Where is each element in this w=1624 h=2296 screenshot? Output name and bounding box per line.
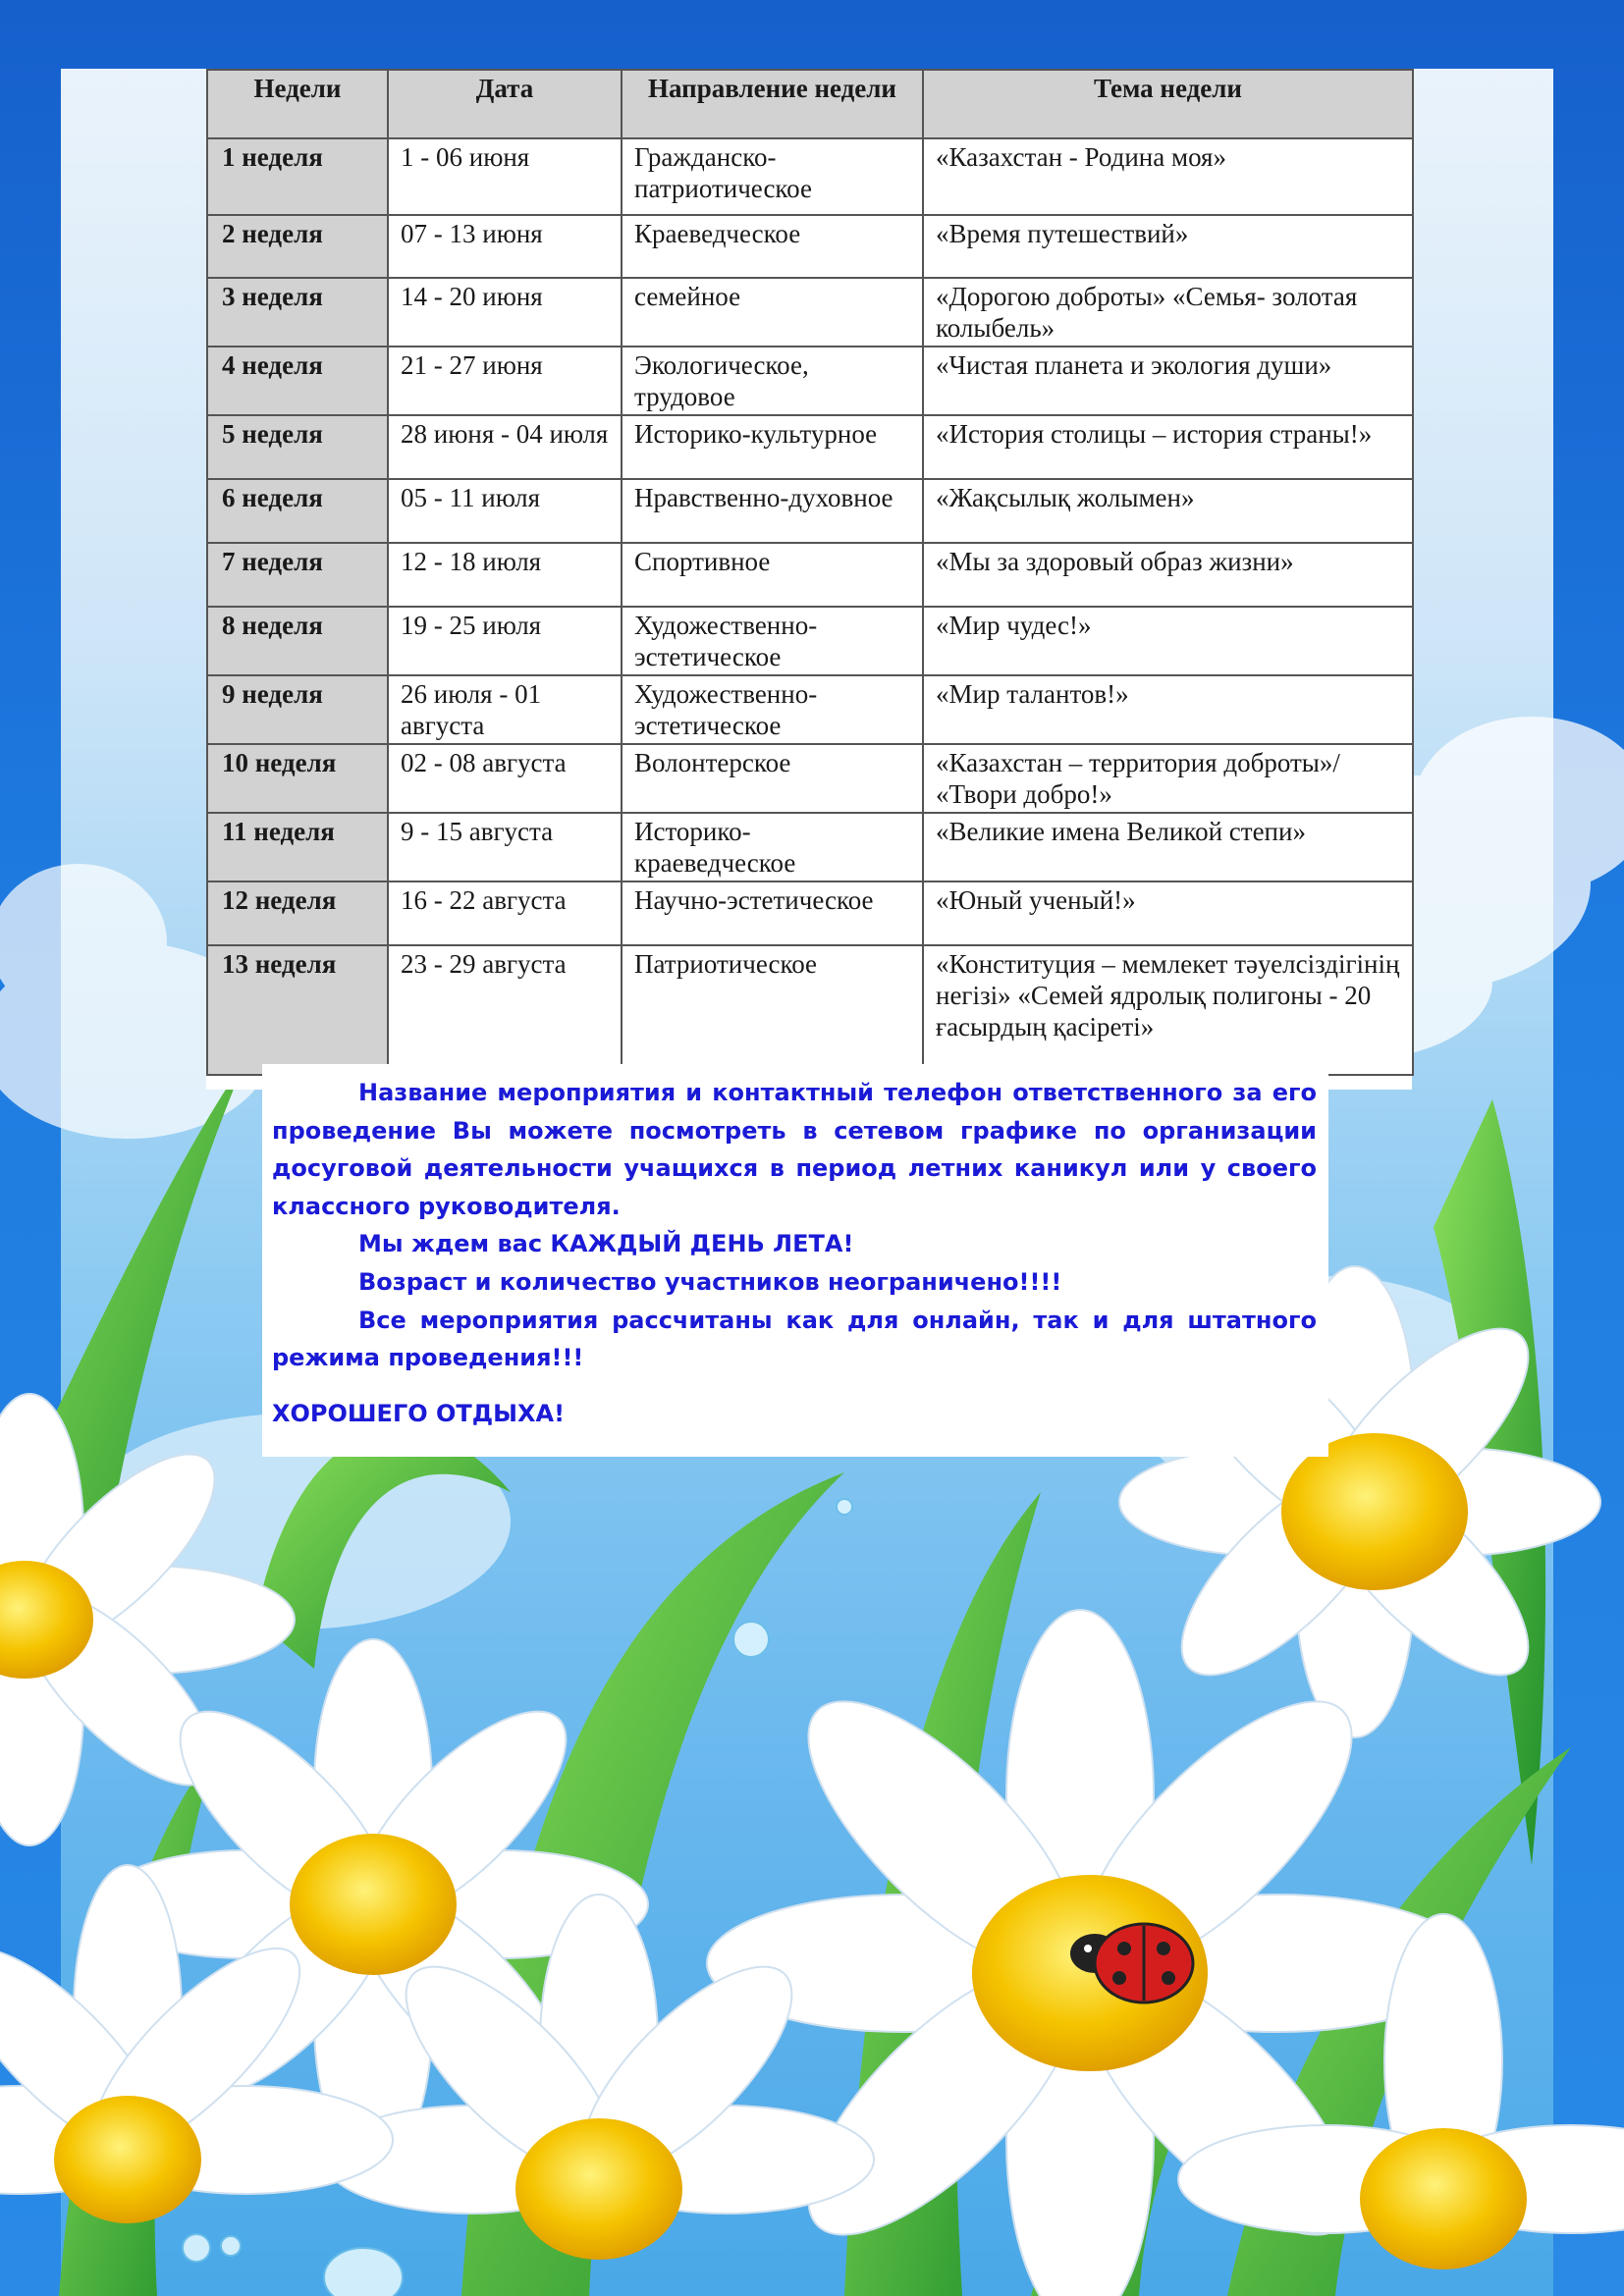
direction-cell: Гражданско-патриотическое — [622, 138, 923, 215]
theme-cell: «Великие имена Великой степи» — [923, 813, 1413, 881]
date-cell: 12 - 18 июля — [388, 543, 622, 607]
table-row — [207, 479, 1413, 543]
direction-cell: Историко-краеведческое — [622, 813, 923, 881]
theme-cell: «Жақсылық жолымен» — [923, 479, 1413, 543]
direction-cell: Историко-культурное — [622, 415, 923, 479]
info-paragraph: Возраст и количество участников неограничено!!!! — [358, 1267, 1062, 1296]
week-cell: 4 неделя — [207, 347, 388, 415]
theme-cell: «Казахстан - Родина моя» — [923, 138, 1413, 215]
theme-cell: «Мир чудес!» — [923, 607, 1413, 675]
table-row — [207, 543, 1413, 607]
theme-cell: «Юный ученый!» — [923, 881, 1413, 945]
table-row — [207, 945, 1413, 1075]
column-header-date: Дата — [388, 70, 622, 138]
theme-cell: «Дорогою доброты» «Семья- золотая колыбель» — [923, 278, 1413, 347]
table-row — [207, 607, 1413, 675]
column-header-direction: Направление недели — [622, 70, 923, 138]
date-cell: 02 - 08 августа — [388, 744, 622, 813]
table-row — [207, 347, 1413, 415]
direction-cell: Нравственно-духовное — [622, 479, 923, 543]
date-cell: 28 июня - 04 июля — [388, 415, 622, 479]
week-cell: 11 неделя — [207, 813, 388, 881]
info-paragraph: Все мероприятия рассчитаны как для онлайн, так и для штатного режима проведения!!! — [272, 1306, 1317, 1372]
theme-cell: «История столицы – история страны!» — [923, 415, 1413, 479]
direction-cell: Научно-эстетическое — [622, 881, 923, 945]
table-row — [207, 881, 1413, 945]
table-row — [207, 278, 1413, 347]
date-cell: 1 - 06 июня — [388, 138, 622, 215]
week-cell: 8 неделя — [207, 607, 388, 675]
table-row — [207, 675, 1413, 744]
date-cell: 07 - 13 июня — [388, 215, 622, 278]
week-cell: 6 неделя — [207, 479, 388, 543]
schedule-table — [206, 69, 1412, 1090]
direction-cell: семейное — [622, 278, 923, 347]
week-cell: 1 неделя — [207, 138, 388, 215]
date-cell: 23 - 29 августа — [388, 945, 622, 1075]
column-header-week: Недели — [207, 70, 388, 138]
table-row — [207, 744, 1413, 813]
theme-cell: «Чистая планета и экология души» — [923, 347, 1413, 415]
week-cell: 7 неделя — [207, 543, 388, 607]
week-cell: 5 неделя — [207, 415, 388, 479]
week-cell: 12 неделя — [207, 881, 388, 945]
direction-cell: Художественно-эстетическое — [622, 675, 923, 744]
direction-cell: Краеведческое — [622, 215, 923, 278]
week-cell: 9 неделя — [207, 675, 388, 744]
theme-cell: «Казахстан – территория доброты»/ «Твори добро!» — [923, 744, 1413, 813]
column-header-theme: Тема недели — [923, 70, 1413, 138]
theme-cell: «Конституция – мемлекет тәуелсіздігінің негізі» «Семей ядролық полигоны - 20 ғасырдың қасіреті» — [923, 945, 1413, 1075]
direction-cell: Волонтерское — [622, 744, 923, 813]
date-cell: 26 июля - 01 августа — [388, 675, 622, 744]
date-cell: 9 - 15 августа — [388, 813, 622, 881]
date-cell: 05 - 11 июля — [388, 479, 622, 543]
date-cell: 16 - 22 августа — [388, 881, 622, 945]
week-cell: 10 неделя — [207, 744, 388, 813]
date-cell: 21 - 27 июня — [388, 347, 622, 415]
info-paragraph: Мы ждем вас КАЖДЫЙ ДЕНЬ ЛЕТА! — [358, 1230, 854, 1258]
direction-cell: Патриотическое — [622, 945, 923, 1075]
week-cell: 13 неделя — [207, 945, 388, 1075]
theme-cell: «Мир талантов!» — [923, 675, 1413, 744]
table-row — [207, 138, 1413, 215]
week-cell: 2 неделя — [207, 215, 388, 278]
info-panel — [262, 1064, 1328, 1457]
theme-cell: «Время путешествий» — [923, 215, 1413, 278]
table-row — [207, 215, 1413, 278]
table-header-row — [207, 70, 1413, 138]
theme-cell: «Мы за здоровый образ жизни» — [923, 543, 1413, 607]
closing-greeting: ХОРОШЕГО ОТДЫХА! — [272, 1399, 566, 1427]
table-row — [207, 813, 1413, 881]
direction-cell: Экологическое, трудовое — [622, 347, 923, 415]
direction-cell: Спортивное — [622, 543, 923, 607]
info-paragraph: Название мероприятия и контактный телефон ответственного за его проведение Вы можете посмотреть в сетевом графике по организации досуговой деятельности учащихся в период летних каникул или у своего классного руководителя. — [272, 1079, 1317, 1220]
week-cell: 3 неделя — [207, 278, 388, 347]
direction-cell: Художественно-эстетическое — [622, 607, 923, 675]
date-cell: 19 - 25 июля — [388, 607, 622, 675]
table-row — [207, 415, 1413, 479]
date-cell: 14 - 20 июня — [388, 278, 622, 347]
